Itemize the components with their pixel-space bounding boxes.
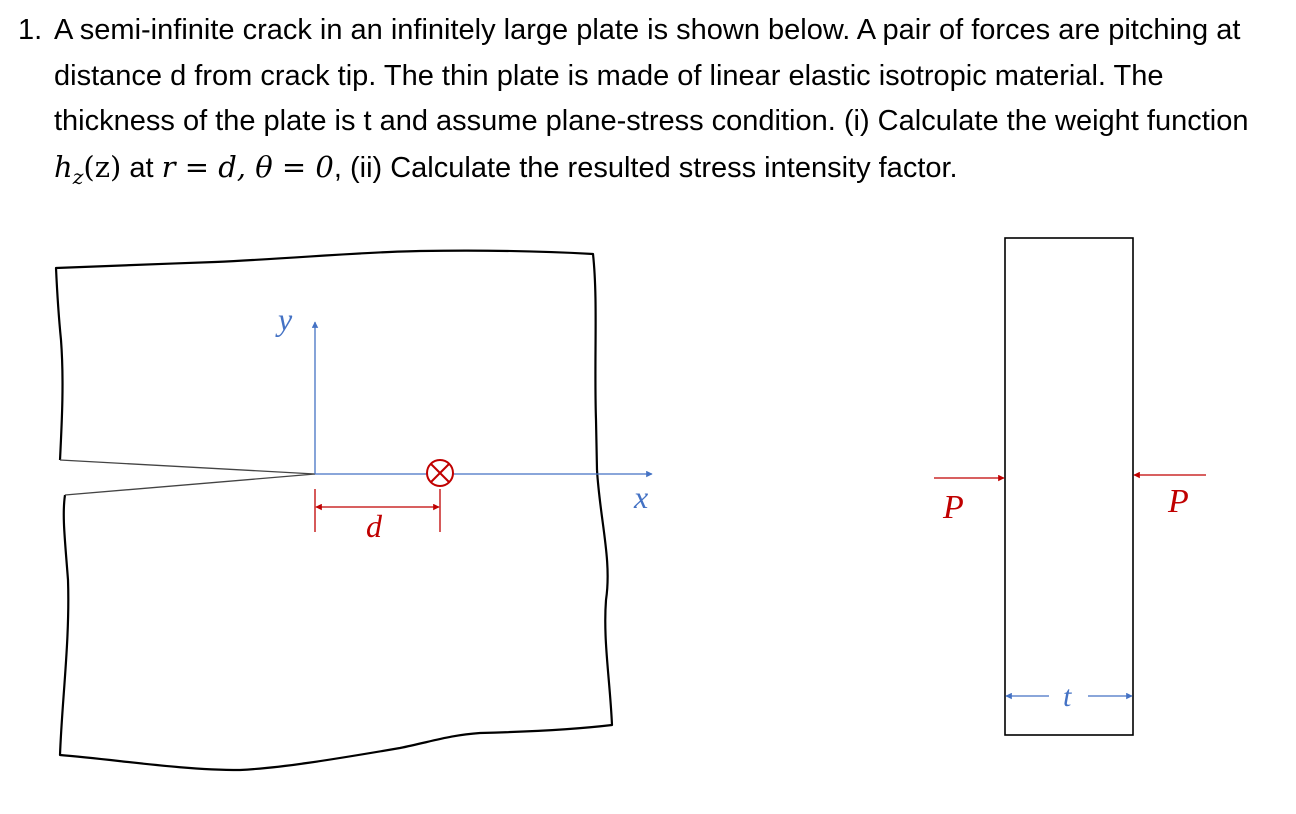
force-p-left-label: P xyxy=(943,489,964,526)
weight-function-subscript: z xyxy=(72,164,84,189)
t-dimension-label: t xyxy=(1063,680,1072,713)
crack-lower-face xyxy=(65,474,315,495)
weight-function-h: h xyxy=(54,149,73,184)
d-dimension-label: d xyxy=(366,508,382,544)
force-p-right-label: P xyxy=(1168,483,1189,520)
condition-math: r = d, θ = 0 xyxy=(161,149,334,184)
problem-text-at: at xyxy=(121,151,162,184)
plate-section-figure xyxy=(934,238,1206,735)
problem-text-part1: A semi-infinite crack in an infinitely large plate is shown below. A pair of forces are pitching at distance d from crack tip. The thin plate is made of linear elastic isotropic material. The thickness of the plate is t and assume plane-stress condition. (i) Calculate the weight function xyxy=(54,14,1249,137)
force-into-page-icon xyxy=(427,460,453,486)
problem-number: 1. xyxy=(18,14,43,46)
x-axis-label: x xyxy=(634,479,649,515)
plate-outline-upper xyxy=(56,251,597,470)
cracked-plate-figure xyxy=(56,251,652,770)
weight-function-argument: (z) xyxy=(83,149,122,184)
y-axis-label: y xyxy=(278,301,293,337)
problem-text-part2: , (ii) Calculate the resulted stress intensity factor. xyxy=(333,151,958,184)
plate-outline-lower xyxy=(60,470,612,770)
crack-upper-face xyxy=(60,460,315,474)
plate-section xyxy=(1005,238,1133,735)
